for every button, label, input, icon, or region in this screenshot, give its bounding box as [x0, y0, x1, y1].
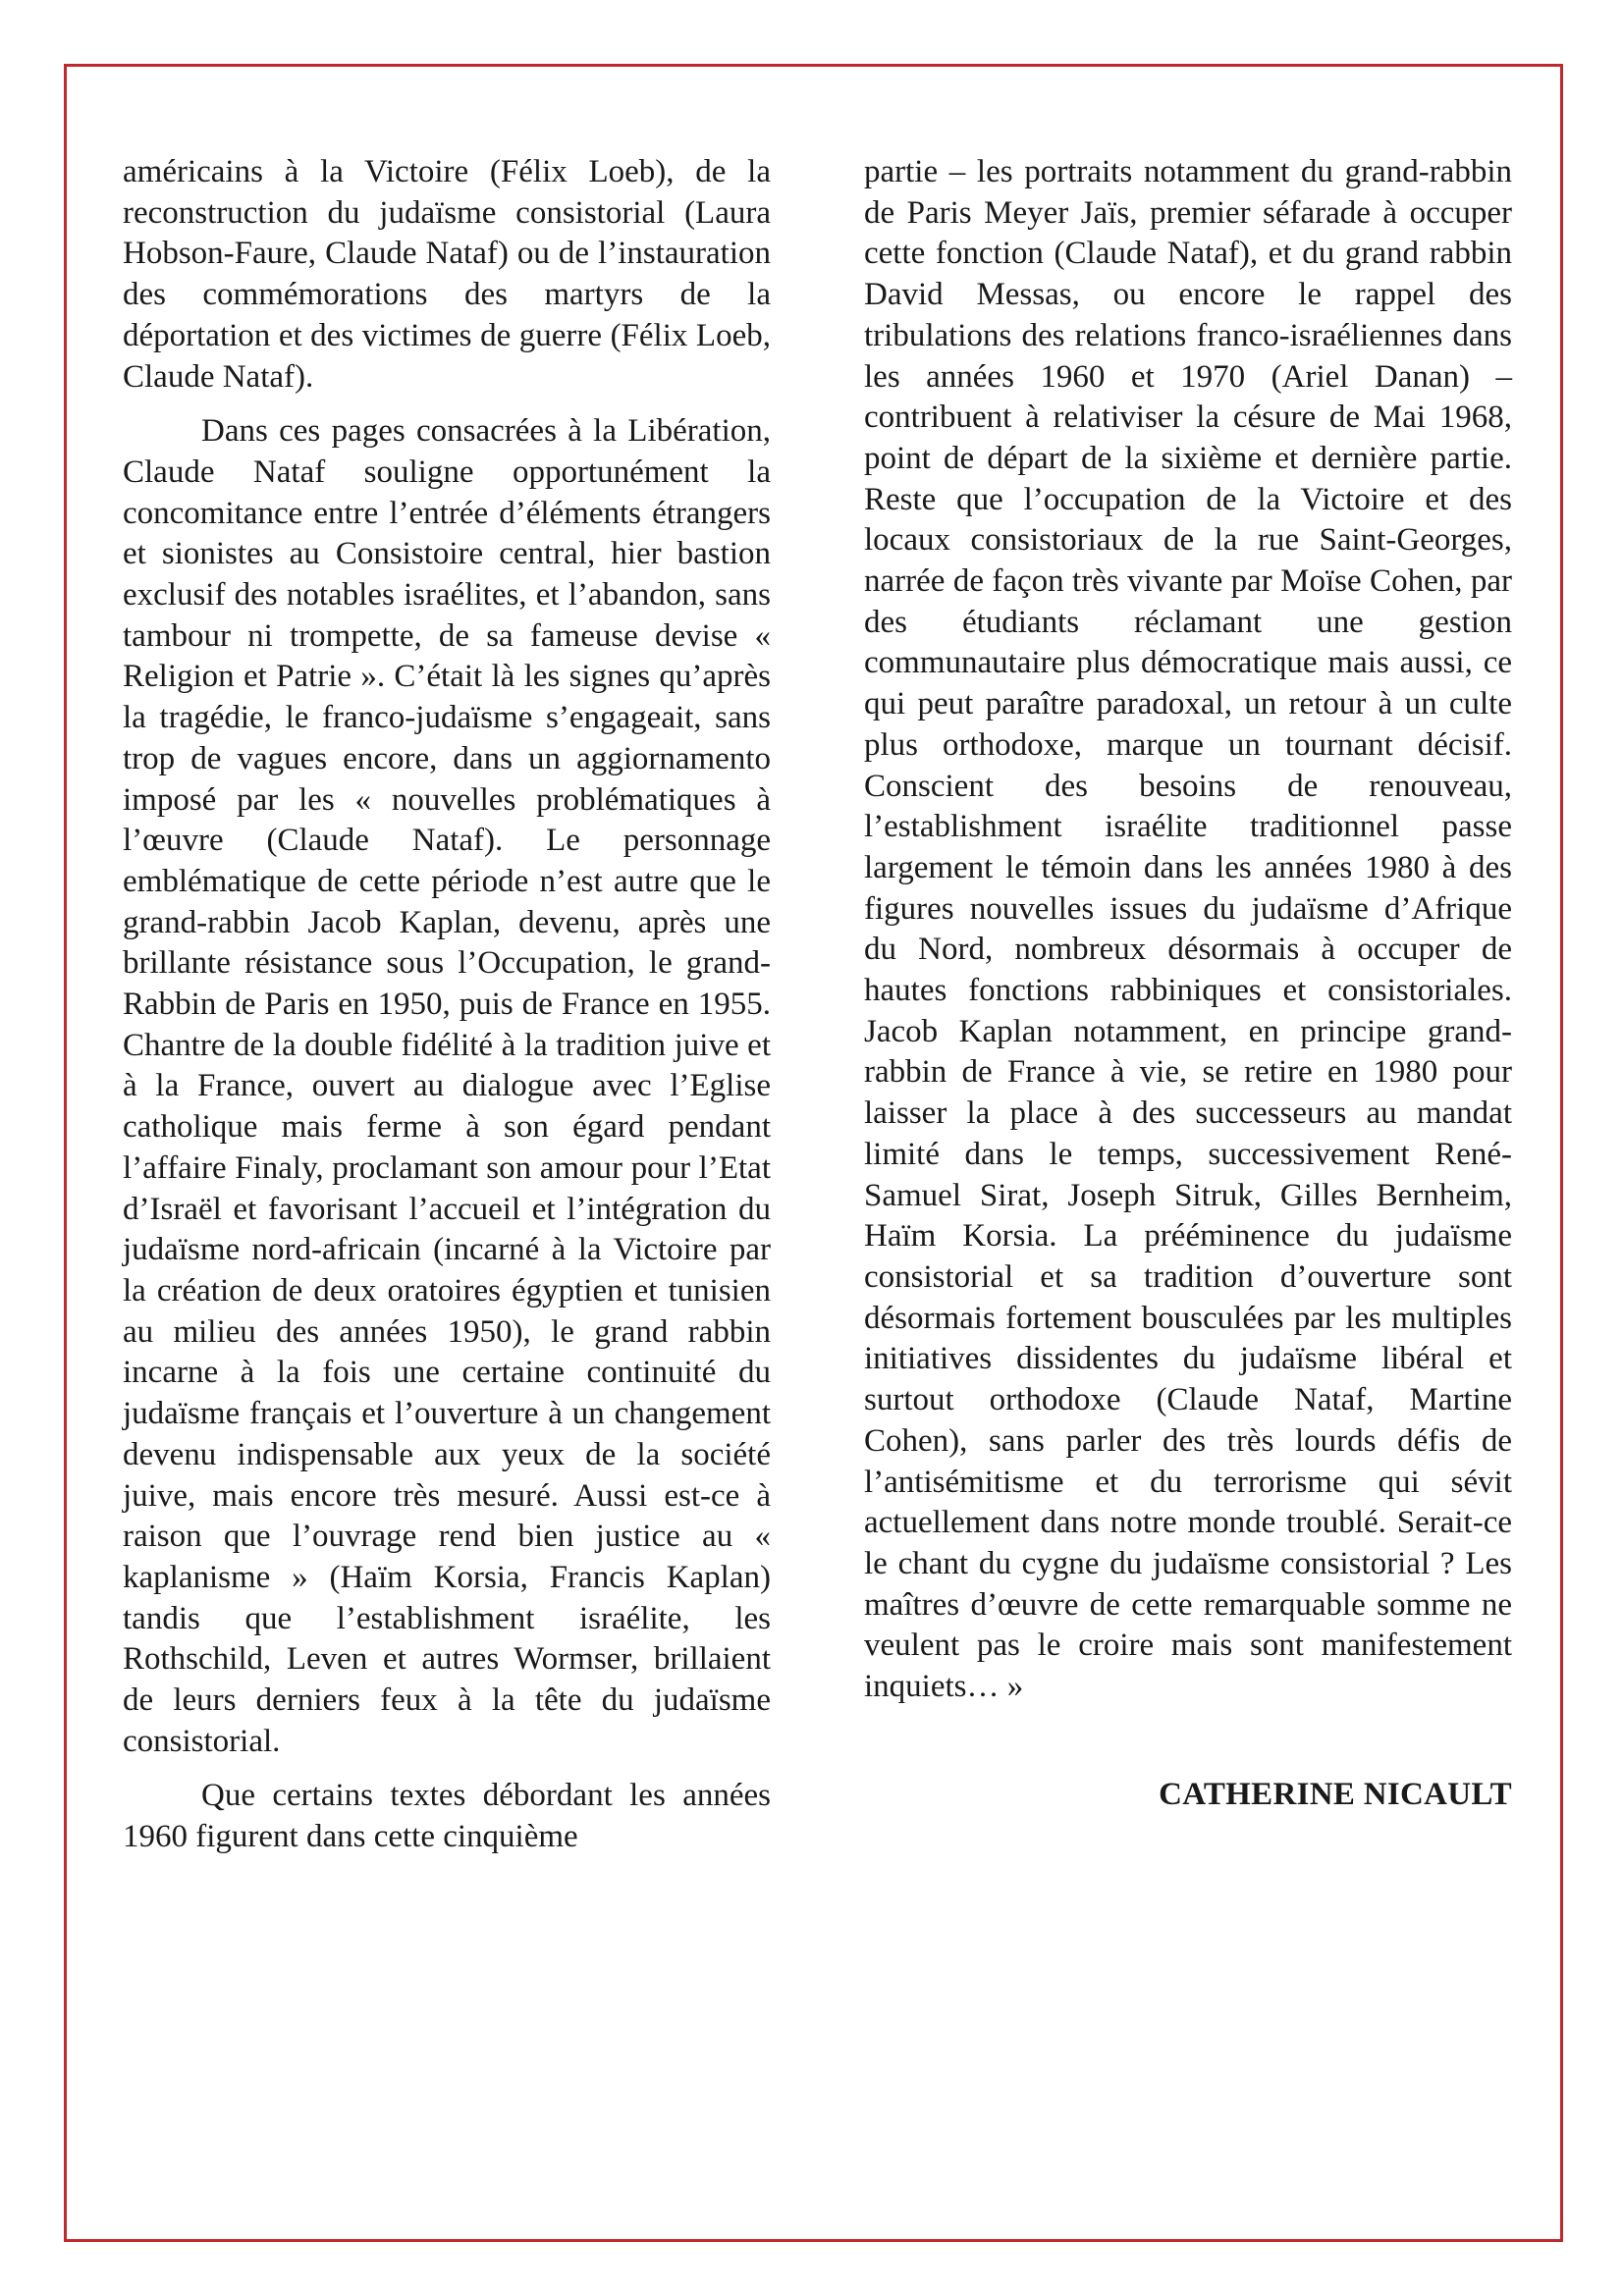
left-column — [123, 152, 771, 1872]
paragraph-continuation: américains à la Victoire (Félix Loeb), de la reconstruction du judaïsme consistorial (Laura Hobson-Faure, Claude Nataf) ou de l’instauration des commémorations des martyrs de la déportation et des victimes de guerre (Félix Loeb, Claude Nataf). — [123, 154, 771, 395]
right-column — [864, 152, 1512, 1815]
paragraph-sixieme-partie: partie – les portraits notamment du grand-rabbin de Paris Meyer Jaïs, premier séfarade à occuper cette fonction (Claude Nataf), et du grand rabbin David Messas, ou encore le rappel des tribulations des relations franco-israéliennes dans les années 1960 et 1970 (Ariel Danan) – contribuent à relativiser la césure de Mai 1968, point de départ de la sixième et dernière partie. Reste que l’occupation de la Victoire et des locaux consistoriaux de la rue Saint-Georges, narrée de façon très vivante par Moïse Cohen, par des étudiants réclamant une gestion communautaire plus démocratique mais aussi, ce qui peut paraître paradoxal, un retour à un culte plus orthodoxe, marque un tournant décisif. Conscient des besoins de renouveau, l’establishment israélite traditionnel passe largement le témoin dans les années 1980 à des figures nouvelles issues du judaïsme d’Afrique du Nord, nombreux désormais à occuper de hautes fonctions rabbiniques et consistoriales. Jacob Kaplan notamment, en principe grand-rabbin de France à vie, se retire en 1980 pour laisser la place à des successeurs au mandat limité dans le temps, successivement René-Samuel Sirat, Joseph Sitruk, Gilles Bernheim, Haïm Korsia. La prééminence du judaïsme consistorial et sa tradition d’ouverture sont désormais fortement bousculées par les multiples initiatives dissidentes du judaïsme libéral et surtout orthodoxe (Claude Nataf, Martine Cohen), sans parler des très lourds défis de l’antisémitisme et du terrorisme qui sévit actuellement dans notre monde troublé. Serait-ce le chant du cygne du judaïsme consistorial ? Les maîtres d’œuvre de cette remarquable somme ne veulent pas le croire mais sont manifestement inquiets… » — [864, 154, 1512, 1705]
paragraph-textes-1960: Que certains textes débordant les années 1960 figurent dans cette cinquième — [123, 1778, 771, 1855]
paragraph-liberation: Dans ces pages consacrées à la Libération, Claude Nataf souligne opportunément la concomitance entre l’entrée d’éléments étrangers et sionistes au Consistoire central, hier bastion exclusif des notables israélites, et l’abandon, sans tambour ni trompette, de sa fameuse devise « Religion et Patrie ». C’était là les signes qu’après la tragédie, le franco-judaïsme s’engageait, sans trop de vagues encore, dans un aggiornamento imposé par les « nouvelles problématiques à l’œuvre (Claude Nataf). Le personnage emblématique de cette période n’est autre que le grand-rabbin Jacob Kaplan, devenu, après une brillante résistance sous l’Occupation, le grand-Rabbin de Paris en 1950, puis de France en 1955. Chantre de la double fidélité à la tradition juive et à la France, ouvert au dialogue avec l’Eglise catholique mais ferme à son égard pendant l’affaire Finaly, proclamant son amour pour l’Etat d’Israël et favorisant l’accueil et l’intégration du judaïsme nord-africain (incarné à la Victoire par la création de deux oratoires égyptien et tunisien au milieu des années 1950), le grand rabbin incarne à la fois une certaine continuité du judaïsme français et l’ouverture à un changement devenu indispensable aux yeux de la société juive, mais encore très mesuré. Aussi est-ce à raison que l’ouvrage rend bien justice au « kaplanisme » (Haïm Korsia, Francis Kaplan) tandis que l’establishment israélite, les Rothschild, Leven et autres Wormser, brillaient de leurs derniers feux à la tête du judaïsme consistorial. — [123, 413, 771, 1759]
author-signature: CATHERINE NICAULT — [1159, 1776, 1512, 1812]
